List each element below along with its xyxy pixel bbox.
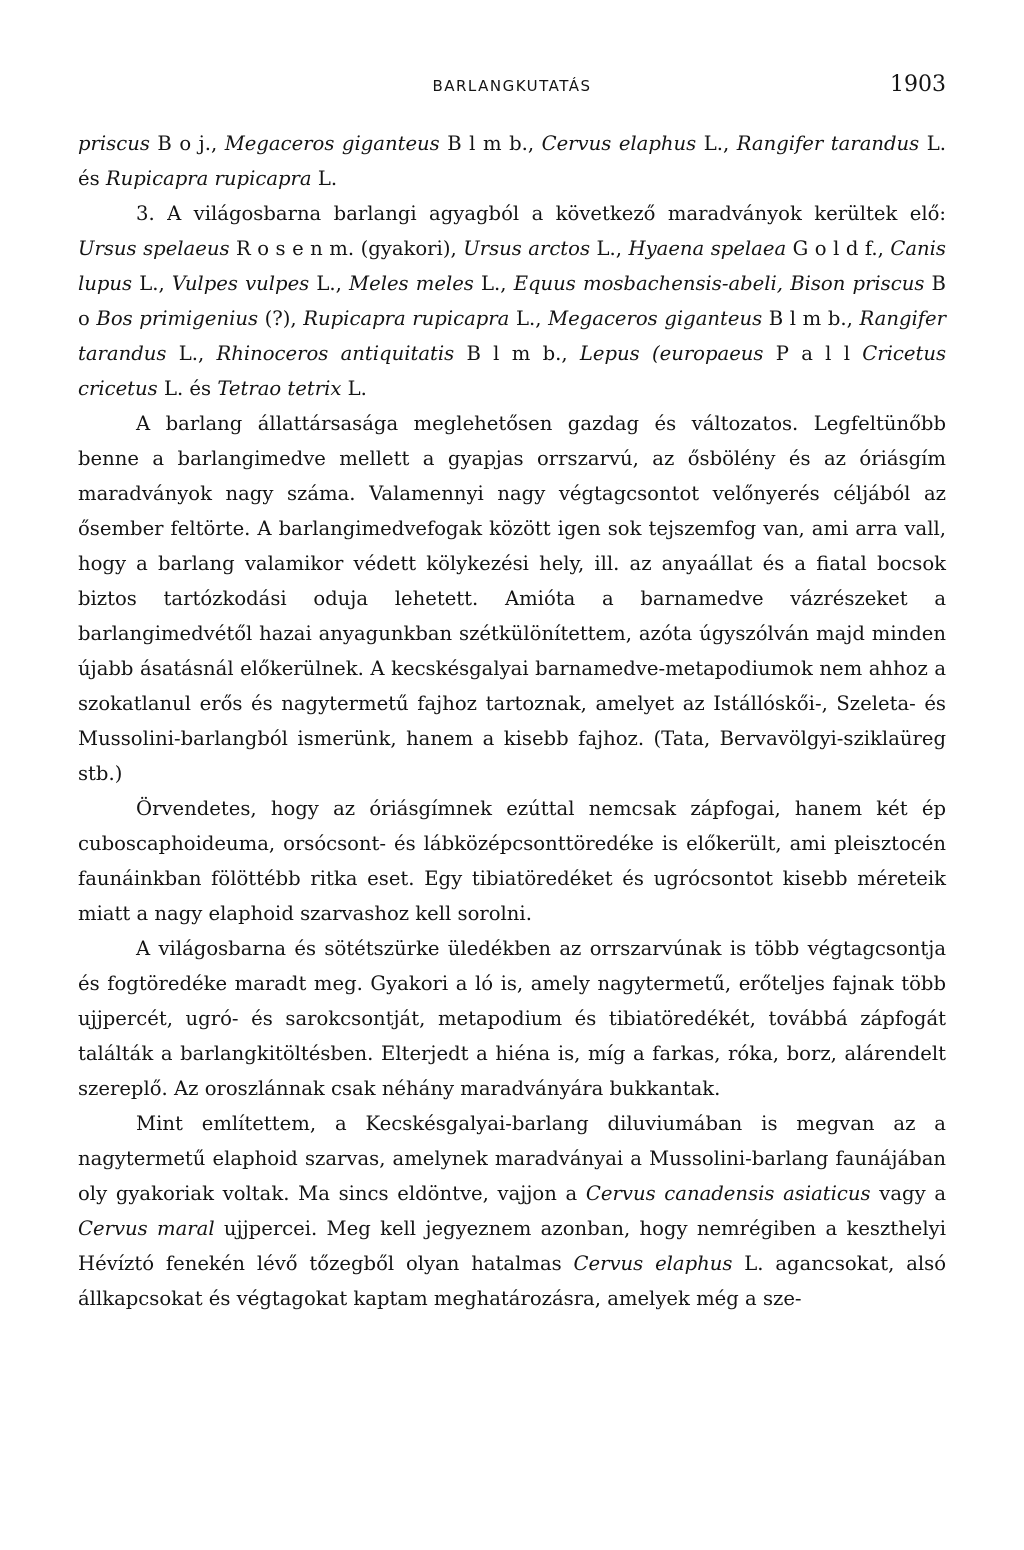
paragraph: A világosbarna és sötétszürke üledékben az orrszarvúnak is több végtagcsontja és fogtöredéke maradt meg. Gyakori a ló is, amely nagytermetű, erőteljes fajnak több ujjpercét, ugró- és sarokcsontját, metapodium és tibiatöredékét, továbbá zápfogát találták a barlangkitöltésben. Elterjedt a hiéna is, míg a farkas, róka, borz, alárendelt szereplő. Az oroszlánnak csak néhány maradványára bukkantak. (78, 937, 946, 1100)
body-text (78, 126, 946, 1316)
paragraph-continuation: priscus B o j., Megaceros giganteus B l m b., Cervus elaphus L., Rangifer tarandus L. és Rupicapra rupicapra L. (78, 132, 946, 190)
paragraph: Mint említettem, a Kecskésgalyai-barlang diluviumában is megvan az a nagytermetű elaphoid szarvas, amelynek maradványai a Mussolini-barlang faunájában oly gyakoriak voltak. Ma sincs eldöntve, vajjon a Cervus canadensis asiaticus vagy a Cervus maral ujjpercei. Meg kell jegyeznem azonban, hogy nemrégiben a keszthelyi Hévíztó fenekén lévő tőzegből olyan hatalmas Cervus elaphus L. agancsokat, alsó állkapcsokat és végtagokat kaptam meghatározásra, amelyek még a sze- (78, 1112, 947, 1310)
paragraph-item-3: 3. A világosbarna barlangi agyagból a következő maradványok kerültek elő: Ursus spelaeus R o s e n m. (gyakori), Ursus arctos L., Hyaena spelaea G o l d f., Canis lupus L., Vulpes vulpes L., Meles meles L., Equus mosbachensis-abeli, Bison priscus B o Bos primigenius (?), Rupicapra rupicapra L., Megaceros giganteus B l m b., Rangifer tarandus L., Rhinoceros antiquitatis B l m b., Lepus (europaeus P a l l Cricetus cricetus L. és Tetrao tetrix L. (78, 202, 947, 400)
paragraph: Örvendetes, hogy az óriásgímnek ezúttal nemcsak zápfogai, hanem két ép cuboscaphoideuma, orsócsont- és lábközépcsonttöredéke is előkerült, ami pleisztocén faunáinkban fölöttébb ritka eset. Egy tibiatöredéket és ugrócsontot kisebb méreteik miatt a nagy elaphoid szarvashoz kell sorolni. (78, 797, 946, 925)
page-number: 1903 (890, 72, 946, 97)
running-head: BARLANGKUTATÁS (432, 77, 592, 95)
paragraph: A barlang állattársasága meglehetősen gazdag és változatos. Legfeltünőbb benne a barlangimedve mellett a gyapjas orrszarvú, az ősbölény és az óriásgím maradványok nagy száma. Valamennyi nagy végtagcsontot velőnyerés céljából az ősember feltörte. A barlangimedvefogak között igen sok tejszemfog van, ami arra vall, hogy a barlang valamikor védett kölykezési hely, ill. az anyaállat és a fiatal bocsok biztos tartózkodási oduja lehetett. Amióta a barnamedve vázrészeket a barlangimedvétől hazai anyagunkban szétkülönítettem, azóta úgyszólván majd minden újabb ásatásnál előkerülnek. A kecskésgalyai barnamedve-metapodiumok nem ahhoz a szokatlanul erős és nagytermetű fajhoz tartoznak, amelyet az Istállóskői-, Szeleta- és Mussolini-barlangból ismerünk, hanem a kisebb fajhoz. (Tata, Bervavölgyi-sziklaüreg stb.) (78, 412, 946, 785)
page-header (78, 72, 946, 102)
